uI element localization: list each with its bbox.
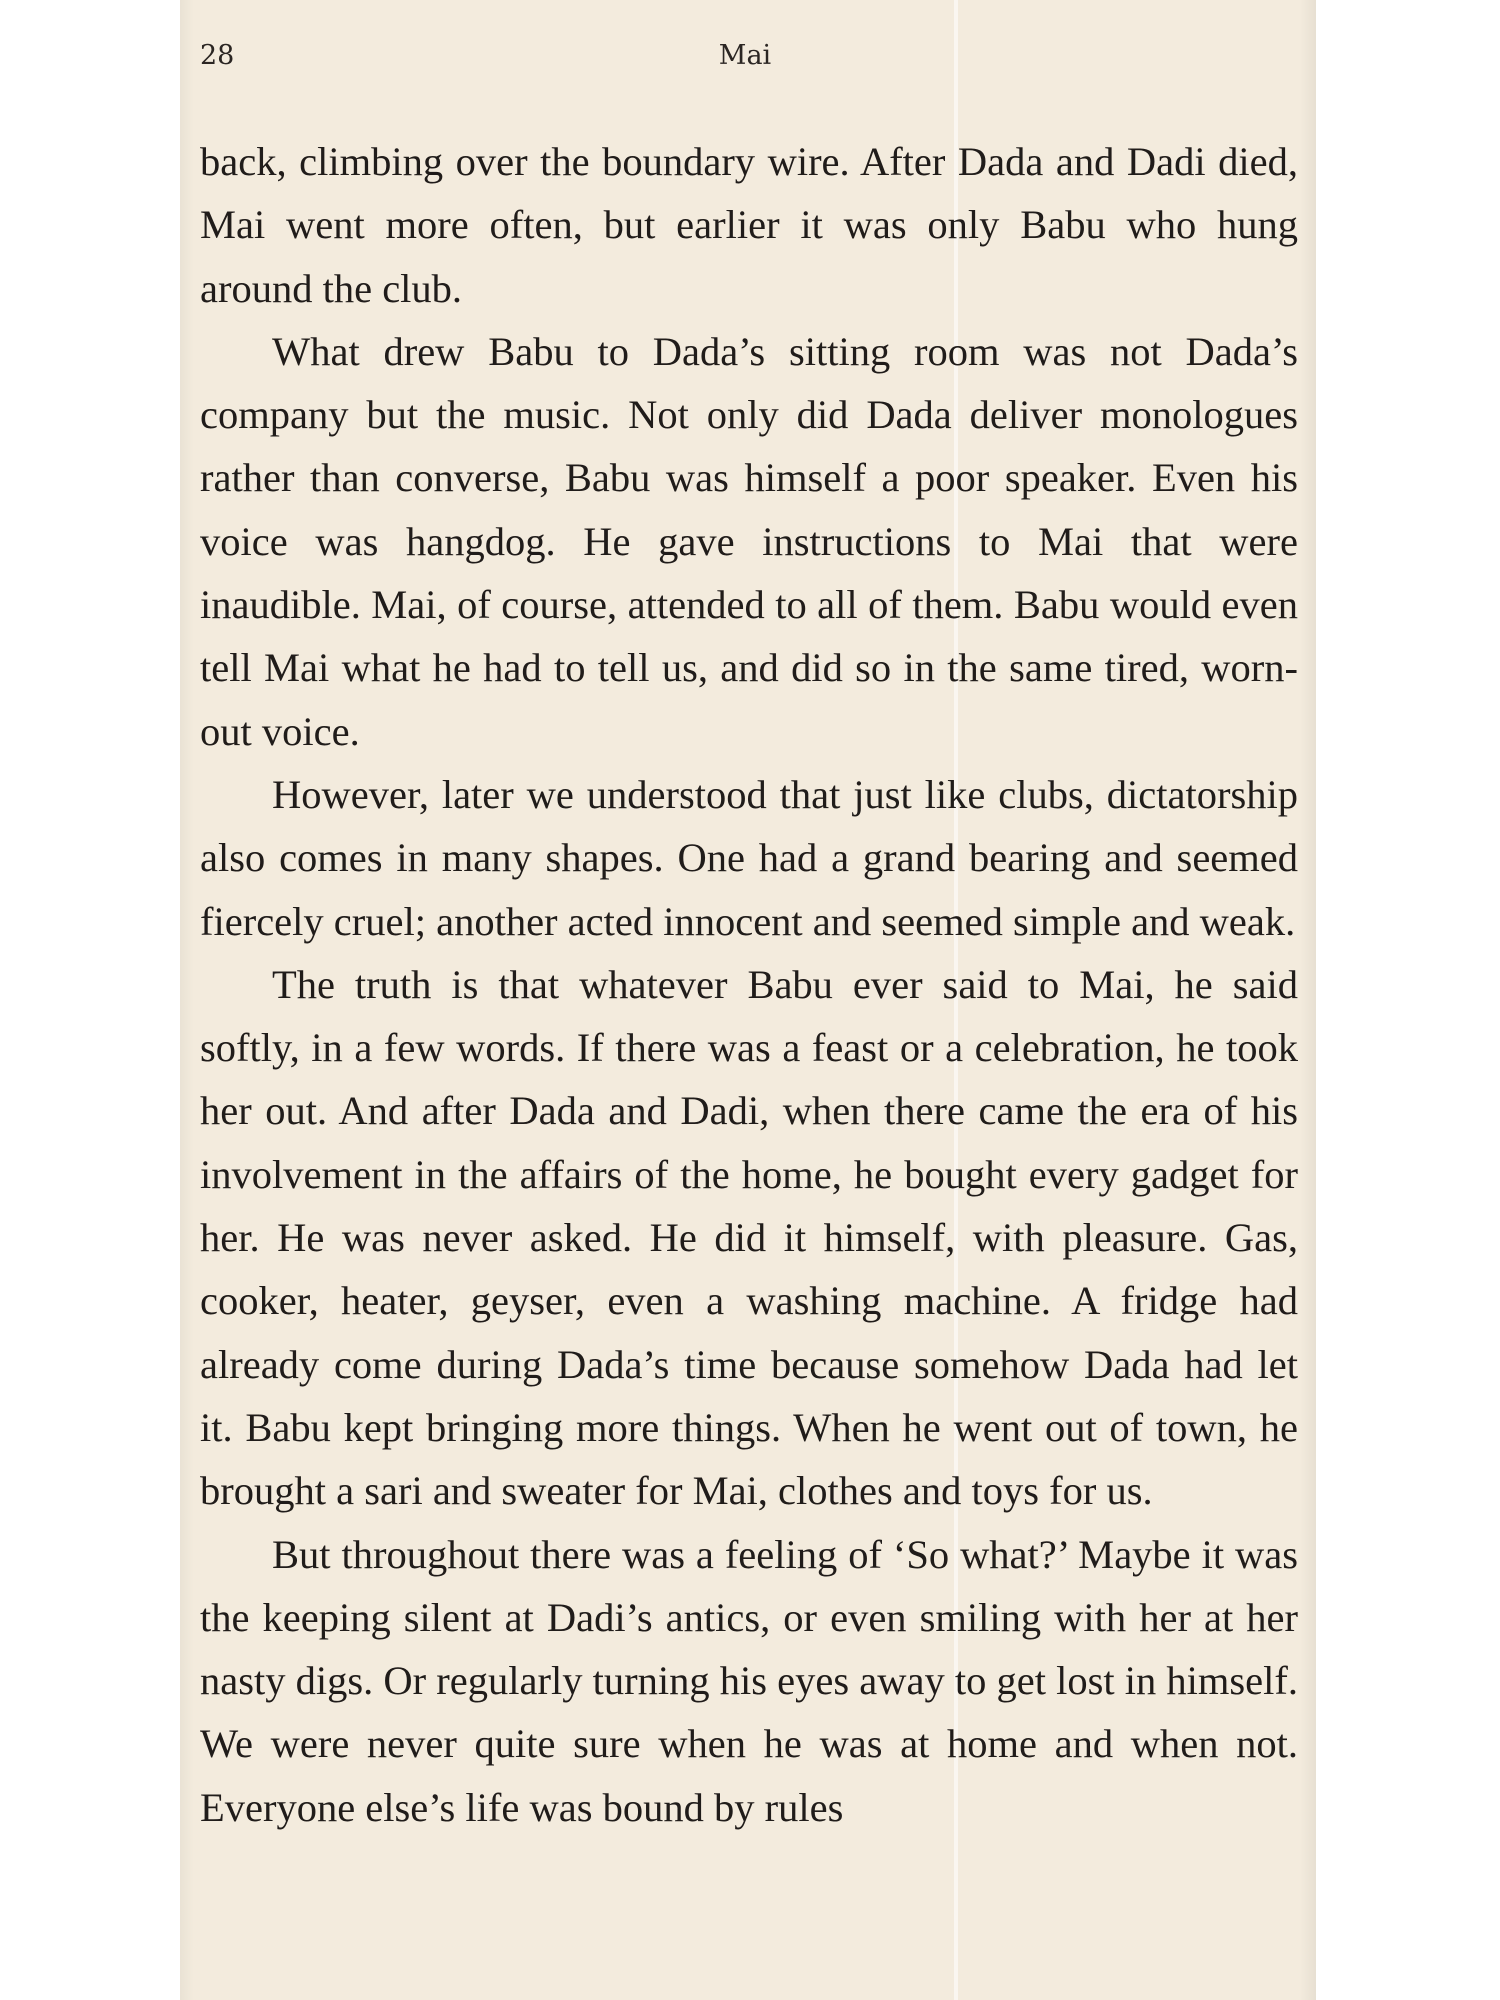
paragraph-4: The truth is that whatever Babu ever said to Mai, he said softly, in a few words. If there was a feast or a celebration, he took her out. And after Dada and Dadi, when there came the era of his involvement in the affairs of the home, he bought every gadget for her. He was never asked. He did it himself, with pleasure. Gas, cooker, heater, geyser, even a washing machine. A fridge had already come during Dada’s time because somehow Dada had let it. Babu kept bringing more things. When he went out of town, he brought a sari and sweater for Mai, clothes and toys for us. xyxy=(200,961,1298,1514)
paragraph-1: back, climbing over the boundary wire. After Dada and Dadi died, Mai went more often, but earlier it was only Babu who hung around the club. xyxy=(200,139,1298,311)
paragraph-5: But throughout there was a feeling of ‘So what?’ Maybe it was the keeping silent at Dadi’s antics, or even smiling with her at her nasty digs. Or regularly turning his eyes away to get lost in himself. We were never quite sure when he was at home and when not. Everyone else’s life was bound by rules xyxy=(200,1531,1298,1830)
paragraph-3: However, later we understood that just like clubs, dictatorship also comes in many shapes. One had a grand bearing and seemed fiercely cruel; another acted innocent and seemed simple and weak. xyxy=(200,771,1298,944)
paragraph-2: What drew Babu to Dada’s sitting room was not Dada’s company but the music. Not only did Dada deliver monologues rather than converse, Babu was himself a poor speaker. Even his voice was hangdog. He gave instructions to Mai that were inaudible. Mai, of course, attended to all of them. Babu would even tell Mai what he had to tell us, and did so in the same tired, worn-out voice. xyxy=(200,328,1298,754)
book-page xyxy=(180,0,1316,2000)
running-title: Mai xyxy=(718,40,772,71)
page-header xyxy=(200,36,1290,80)
page-number: 28 xyxy=(200,40,235,71)
body-text xyxy=(200,130,1298,1839)
